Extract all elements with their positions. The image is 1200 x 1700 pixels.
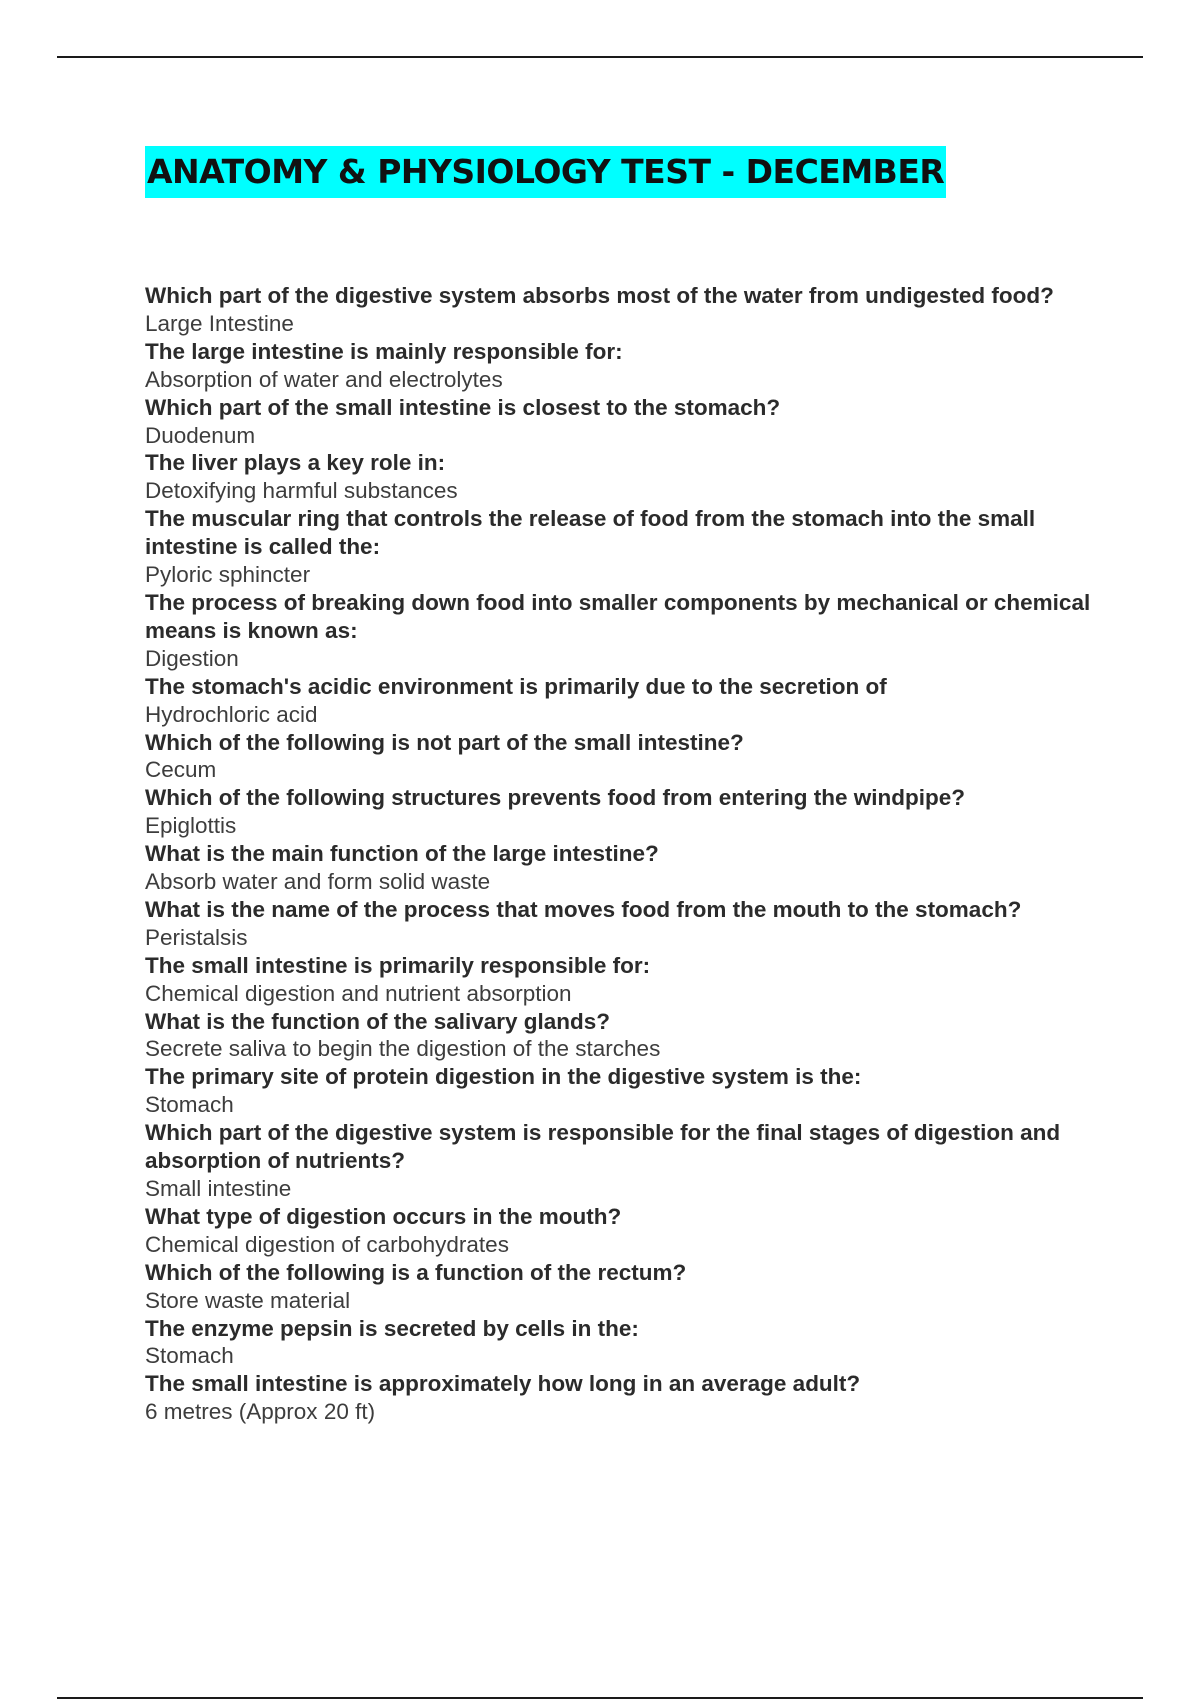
answer: Stomach: [145, 1092, 234, 1118]
header-rule: [57, 56, 1143, 58]
answer: Absorption of water and electrolytes: [145, 366, 503, 392]
question: What type of digestion occurs in the mouth?: [145, 1203, 622, 1229]
question: The muscular ring that controls the release of food from the stomach into the small intestine is called the:: [145, 506, 1036, 560]
question: The process of breaking down food into smaller components by mechanical or chemical means is known as:: [145, 589, 1091, 643]
question: The small intestine is approximately how long in an average adult?: [145, 1371, 861, 1397]
answer: Detoxifying harmful substances: [145, 478, 458, 504]
question: The small intestine is primarily responsible for:: [145, 952, 651, 978]
question: The liver plays a key role in:: [145, 450, 446, 476]
answer: Store waste material: [145, 1287, 351, 1313]
question: Which part of the small intestine is closest to the stomach?: [145, 394, 781, 420]
question: What is the function of the salivary glands?: [145, 1008, 611, 1034]
answer: Epiglottis: [145, 813, 237, 839]
question: What is the main function of the large intestine?: [145, 841, 659, 867]
question: Which part of the digestive system absorbs most of the water from undigested food?: [145, 283, 1054, 308]
answer: Small intestine: [145, 1176, 292, 1201]
answer: Peristalsis: [145, 924, 248, 950]
answer: Absorb water and form solid waste: [145, 869, 491, 895]
question: Which of the following is not part of the small intestine?: [145, 729, 744, 755]
question: What is the name of the process that moves food from the mouth to the stomach?: [145, 896, 1022, 922]
question-answer-list: [145, 282, 1095, 1426]
title-block: [145, 146, 946, 198]
answer: Chemical digestion and nutrient absorption: [145, 980, 572, 1006]
answer: Duodenum: [145, 422, 256, 448]
answer: Chemical digestion of carbohydrates: [145, 1231, 509, 1257]
question: Which of the following is a function of the rectum?: [145, 1259, 687, 1285]
question: The large intestine is mainly responsible for:: [145, 338, 623, 364]
footer-rule: [57, 1697, 1143, 1699]
answer: Hydrochloric acid: [145, 701, 318, 727]
answer: Pyloric sphincter: [145, 562, 311, 588]
answer: Stomach: [145, 1343, 234, 1369]
document-title: ANATOMY & PHYSIOLOGY TEST - DECEMBER: [145, 146, 946, 198]
answer: Secrete saliva to begin the digestion of the starches: [145, 1036, 661, 1062]
question: The enzyme pepsin is secreted by cells in the:: [145, 1315, 639, 1341]
answer: Large Intestine: [145, 310, 294, 336]
answer: 6 metres (Approx 20 ft): [145, 1399, 376, 1425]
question: The primary site of protein digestion in the digestive system is the:: [145, 1064, 862, 1090]
answer: Digestion: [145, 645, 239, 671]
question: Which part of the digestive system is responsible for the final stages of digestion and absorption of nutrients?: [145, 1120, 1061, 1174]
question: Which of the following structures prevents food from entering the windpipe?: [145, 785, 966, 811]
answer: Cecum: [145, 757, 217, 783]
question: The stomach's acidic environment is primarily due to the secretion of: [145, 673, 887, 699]
